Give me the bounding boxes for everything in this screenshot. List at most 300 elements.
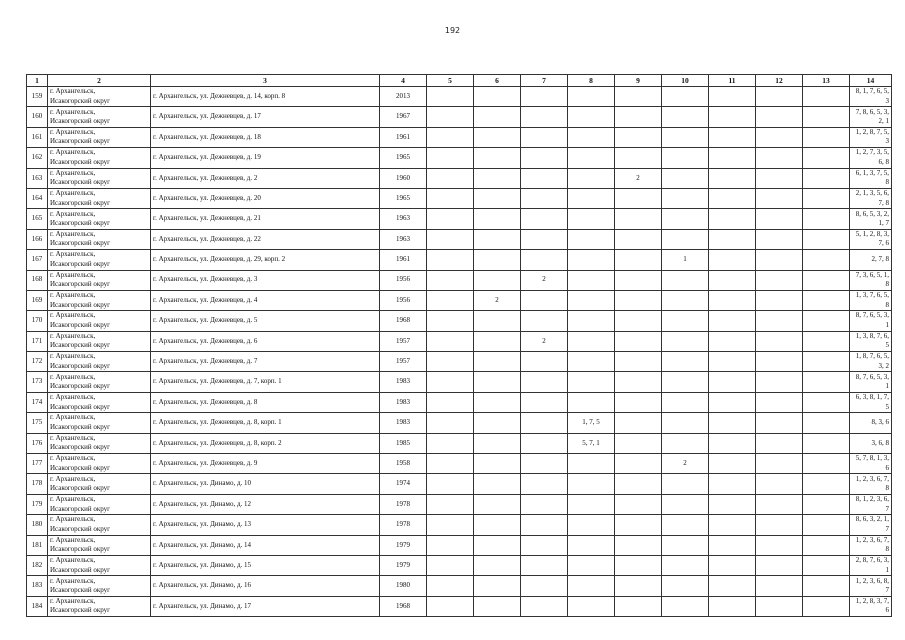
column-11-cell bbox=[709, 576, 756, 596]
address-cell: г. Архангельск, ул. Дежневцев, д. 3 bbox=[151, 270, 380, 290]
location-cell bbox=[48, 413, 151, 433]
column-10-cell bbox=[662, 209, 709, 229]
column-6-cell bbox=[474, 229, 521, 249]
column-5-cell bbox=[427, 515, 474, 535]
column-10-cell: 2 bbox=[662, 454, 709, 474]
column-12-cell bbox=[756, 576, 803, 596]
row-number-cell: 173 bbox=[27, 372, 48, 392]
location-line: г. Архангельск, bbox=[50, 535, 96, 544]
column-6-cell bbox=[474, 127, 521, 147]
column-5-cell bbox=[427, 555, 474, 575]
column-8-cell bbox=[568, 392, 615, 412]
row-number-cell: 167 bbox=[27, 250, 48, 270]
location-line: г. Архангельск, bbox=[50, 515, 96, 524]
codes-cell: 7, 3, 6, 5, 1, 8 bbox=[850, 270, 892, 290]
table-row bbox=[27, 87, 892, 107]
column-6-cell bbox=[474, 596, 521, 616]
row-number-cell: 181 bbox=[27, 535, 48, 555]
column-12-cell bbox=[756, 209, 803, 229]
table-row bbox=[27, 433, 892, 453]
column-13-cell bbox=[803, 555, 850, 575]
column-6-cell bbox=[474, 392, 521, 412]
column-13-cell bbox=[803, 372, 850, 392]
column-9-cell bbox=[615, 188, 662, 208]
codes-cell: 8, 6, 5, 3, 2, 1, 7 bbox=[850, 209, 892, 229]
address-cell: г. Архангельск, ул. Дежневцев, д. 8 bbox=[151, 392, 380, 412]
column-13-cell bbox=[803, 352, 850, 372]
column-10-cell bbox=[662, 188, 709, 208]
column-11-cell bbox=[709, 535, 756, 555]
column-10-cell bbox=[662, 87, 709, 107]
column-13-cell bbox=[803, 494, 850, 514]
location-cell bbox=[48, 229, 151, 249]
row-number-cell: 177 bbox=[27, 454, 48, 474]
column-10-cell bbox=[662, 270, 709, 290]
column-7-cell bbox=[521, 555, 568, 575]
column-5-cell bbox=[427, 270, 474, 290]
year-cell: 1979 bbox=[380, 535, 427, 555]
column-12-cell bbox=[756, 127, 803, 147]
codes-cell: 2, 7, 8 bbox=[850, 250, 892, 270]
table-row bbox=[27, 535, 892, 555]
column-13-cell bbox=[803, 535, 850, 555]
column-5-cell bbox=[427, 433, 474, 453]
row-number-cell: 159 bbox=[27, 87, 48, 107]
address-cell: г. Архангельск, ул. Дежневцев, д. 22 bbox=[151, 229, 380, 249]
location-line: г. Архангельск, bbox=[50, 127, 96, 136]
column-8-cell bbox=[568, 270, 615, 290]
column-6-cell bbox=[474, 474, 521, 494]
table-row bbox=[27, 555, 892, 575]
header-row bbox=[27, 75, 892, 87]
column-12-cell bbox=[756, 290, 803, 310]
column-13-cell bbox=[803, 515, 850, 535]
column-11-cell bbox=[709, 494, 756, 514]
column-5-cell bbox=[427, 596, 474, 616]
column-10-cell bbox=[662, 515, 709, 535]
column-13-cell bbox=[803, 576, 850, 596]
column-7-cell bbox=[521, 454, 568, 474]
column-7-cell bbox=[521, 87, 568, 107]
column-6-cell bbox=[474, 576, 521, 596]
address-cell: г. Архангельск, ул. Дежневцев, д. 5 bbox=[151, 311, 380, 331]
location-line: Исакогорский округ bbox=[50, 586, 111, 595]
column-11-cell bbox=[709, 433, 756, 453]
address-cell: г. Архангельск, ул. Динамо, д. 16 bbox=[151, 576, 380, 596]
column-13-cell bbox=[803, 250, 850, 270]
column-13-cell bbox=[803, 188, 850, 208]
year-cell: 1978 bbox=[380, 494, 427, 514]
column-10-cell bbox=[662, 107, 709, 127]
column-12-cell bbox=[756, 188, 803, 208]
row-number-cell: 166 bbox=[27, 229, 48, 249]
column-7-cell bbox=[521, 494, 568, 514]
codes-cell: 8, 7, 6, 5, 3, 1 bbox=[850, 372, 892, 392]
year-cell: 1978 bbox=[380, 515, 427, 535]
row-number-cell: 168 bbox=[27, 270, 48, 290]
column-8-cell bbox=[568, 331, 615, 351]
column-8-cell bbox=[568, 454, 615, 474]
column-11-cell bbox=[709, 87, 756, 107]
column-header-12: 12 bbox=[756, 75, 803, 87]
row-number-cell: 172 bbox=[27, 352, 48, 372]
year-cell: 1961 bbox=[380, 127, 427, 147]
column-header-11: 11 bbox=[709, 75, 756, 87]
column-11-cell bbox=[709, 413, 756, 433]
column-7-cell bbox=[521, 596, 568, 616]
column-8-cell bbox=[568, 188, 615, 208]
codes-cell: 1, 2, 7, 3, 5, 6, 8 bbox=[850, 148, 892, 168]
column-5-cell bbox=[427, 494, 474, 514]
column-header-5: 5 bbox=[427, 75, 474, 87]
column-12-cell bbox=[756, 515, 803, 535]
location-line: Исакогорский округ bbox=[50, 117, 111, 126]
address-cell: г. Архангельск, ул. Дежневцев, д. 8, корп. 2 bbox=[151, 433, 380, 453]
location-line: г. Архангельск, bbox=[50, 270, 96, 279]
column-11-cell bbox=[709, 209, 756, 229]
table-row bbox=[27, 515, 892, 535]
column-11-cell bbox=[709, 352, 756, 372]
column-5-cell bbox=[427, 474, 474, 494]
column-12-cell bbox=[756, 413, 803, 433]
column-9-cell bbox=[615, 311, 662, 331]
column-12-cell bbox=[756, 148, 803, 168]
location-line: Исакогорский округ bbox=[50, 361, 111, 370]
column-11-cell bbox=[709, 290, 756, 310]
location-line: Исакогорский округ bbox=[50, 463, 111, 472]
location-cell bbox=[48, 270, 151, 290]
location-line: г. Архангельск, bbox=[50, 433, 96, 442]
column-5-cell bbox=[427, 107, 474, 127]
column-5-cell bbox=[427, 331, 474, 351]
column-10-cell bbox=[662, 535, 709, 555]
location-line: г. Архангельск, bbox=[50, 209, 96, 218]
column-5-cell bbox=[427, 250, 474, 270]
column-9-cell bbox=[615, 290, 662, 310]
column-9-cell bbox=[615, 372, 662, 392]
column-12-cell bbox=[756, 229, 803, 249]
location-cell bbox=[48, 494, 151, 514]
column-10-cell bbox=[662, 576, 709, 596]
column-6-cell: 2 bbox=[474, 290, 521, 310]
location-cell bbox=[48, 209, 151, 229]
year-cell: 1963 bbox=[380, 209, 427, 229]
column-8-cell bbox=[568, 494, 615, 514]
column-10-cell bbox=[662, 392, 709, 412]
column-10-cell bbox=[662, 596, 709, 616]
location-line: г. Архангельск, bbox=[50, 474, 96, 483]
column-12-cell bbox=[756, 311, 803, 331]
column-9-cell bbox=[615, 148, 662, 168]
location-cell bbox=[48, 535, 151, 555]
column-11-cell bbox=[709, 229, 756, 249]
table-row bbox=[27, 372, 892, 392]
codes-cell: 8, 3, 6 bbox=[850, 413, 892, 433]
column-8-cell bbox=[568, 107, 615, 127]
address-cell: г. Архангельск, ул. Дежневцев, д. 9 bbox=[151, 454, 380, 474]
column-5-cell bbox=[427, 576, 474, 596]
column-8-cell: 1, 7, 5 bbox=[568, 413, 615, 433]
column-8-cell bbox=[568, 87, 615, 107]
column-8-cell bbox=[568, 148, 615, 168]
column-6-cell bbox=[474, 107, 521, 127]
location-cell bbox=[48, 331, 151, 351]
column-7-cell bbox=[521, 474, 568, 494]
address-cell: г. Архангельск, ул. Дежневцев, д. 18 bbox=[151, 127, 380, 147]
column-9-cell bbox=[615, 454, 662, 474]
column-10-cell bbox=[662, 331, 709, 351]
column-12-cell bbox=[756, 535, 803, 555]
table-row bbox=[27, 474, 892, 494]
codes-cell: 8, 1, 2, 3, 6, 7 bbox=[850, 494, 892, 514]
year-cell: 1956 bbox=[380, 290, 427, 310]
location-cell bbox=[48, 433, 151, 453]
column-8-cell bbox=[568, 596, 615, 616]
column-8-cell bbox=[568, 311, 615, 331]
column-9-cell bbox=[615, 270, 662, 290]
codes-cell: 5, 1, 2, 8, 3, 7, 6 bbox=[850, 229, 892, 249]
column-6-cell bbox=[474, 168, 521, 188]
location-line: г. Архангельск, bbox=[50, 576, 96, 585]
location-line: г. Архангельск, bbox=[50, 413, 96, 422]
column-6-cell bbox=[474, 311, 521, 331]
table-row bbox=[27, 311, 892, 331]
column-12-cell bbox=[756, 270, 803, 290]
address-cell: г. Архангельск, ул. Динамо, д. 15 bbox=[151, 555, 380, 575]
table-row bbox=[27, 250, 892, 270]
row-number-cell: 179 bbox=[27, 494, 48, 514]
column-6-cell bbox=[474, 148, 521, 168]
row-number-cell: 184 bbox=[27, 596, 48, 616]
table-row bbox=[27, 229, 892, 249]
year-cell: 1980 bbox=[380, 576, 427, 596]
column-8-cell bbox=[568, 168, 615, 188]
location-line: г. Архангельск, bbox=[50, 189, 96, 198]
column-13-cell bbox=[803, 454, 850, 474]
row-number-cell: 170 bbox=[27, 311, 48, 331]
column-5-cell bbox=[427, 87, 474, 107]
address-cell: г. Архангельск, ул. Динамо, д. 13 bbox=[151, 515, 380, 535]
column-9-cell bbox=[615, 433, 662, 453]
year-cell: 1983 bbox=[380, 413, 427, 433]
column-6-cell bbox=[474, 535, 521, 555]
location-cell bbox=[48, 168, 151, 188]
address-cell: г. Архангельск, ул. Дежневцев, д. 8, корп. 1 bbox=[151, 413, 380, 433]
location-line: г. Архангельск, bbox=[50, 393, 96, 402]
column-10-cell: 1 bbox=[662, 250, 709, 270]
codes-cell: 6, 3, 8, 1, 7, 5 bbox=[850, 392, 892, 412]
table-row bbox=[27, 596, 892, 616]
column-11-cell bbox=[709, 474, 756, 494]
column-11-cell bbox=[709, 392, 756, 412]
column-6-cell bbox=[474, 352, 521, 372]
location-cell bbox=[48, 515, 151, 535]
column-6-cell bbox=[474, 270, 521, 290]
column-8-cell bbox=[568, 535, 615, 555]
column-header-8: 8 bbox=[568, 75, 615, 87]
location-line: г. Архангельск, bbox=[50, 454, 96, 463]
location-line: Исакогорский округ bbox=[50, 565, 111, 574]
column-11-cell bbox=[709, 454, 756, 474]
row-number-cell: 169 bbox=[27, 290, 48, 310]
year-cell: 1957 bbox=[380, 331, 427, 351]
column-9-cell bbox=[615, 596, 662, 616]
column-11-cell bbox=[709, 168, 756, 188]
codes-cell: 1, 3, 8, 7, 6, 5 bbox=[850, 331, 892, 351]
column-9-cell bbox=[615, 535, 662, 555]
location-line: Исакогорский округ bbox=[50, 443, 111, 452]
column-10-cell bbox=[662, 168, 709, 188]
column-10-cell bbox=[662, 413, 709, 433]
column-9-cell bbox=[615, 474, 662, 494]
column-10-cell bbox=[662, 290, 709, 310]
location-line: г. Архангельск, bbox=[50, 331, 96, 340]
column-9-cell bbox=[615, 107, 662, 127]
year-cell: 1963 bbox=[380, 229, 427, 249]
column-5-cell bbox=[427, 229, 474, 249]
address-cell: г. Архангельск, ул. Дежневцев, д. 2 bbox=[151, 168, 380, 188]
location-line: Исакогорский округ bbox=[50, 280, 111, 289]
column-10-cell bbox=[662, 127, 709, 147]
column-13-cell bbox=[803, 148, 850, 168]
codes-cell: 3, 6, 8 bbox=[850, 433, 892, 453]
year-cell: 1965 bbox=[380, 188, 427, 208]
column-8-cell bbox=[568, 209, 615, 229]
table-row bbox=[27, 290, 892, 310]
column-13-cell bbox=[803, 433, 850, 453]
column-9-cell bbox=[615, 331, 662, 351]
column-13-cell bbox=[803, 413, 850, 433]
location-line: Исакогорский округ bbox=[50, 402, 111, 411]
column-11-cell bbox=[709, 331, 756, 351]
table-row bbox=[27, 209, 892, 229]
row-number-cell: 176 bbox=[27, 433, 48, 453]
column-13-cell bbox=[803, 311, 850, 331]
location-line: Исакогорский округ bbox=[50, 545, 111, 554]
location-cell bbox=[48, 290, 151, 310]
column-5-cell bbox=[427, 413, 474, 433]
column-7-cell bbox=[521, 209, 568, 229]
column-9-cell bbox=[615, 494, 662, 514]
column-12-cell bbox=[756, 596, 803, 616]
row-number-cell: 183 bbox=[27, 576, 48, 596]
housing-register-table bbox=[26, 74, 892, 617]
column-6-cell bbox=[474, 413, 521, 433]
column-11-cell bbox=[709, 107, 756, 127]
location-line: г. Архангельск, bbox=[50, 372, 96, 381]
column-7-cell bbox=[521, 250, 568, 270]
location-line: г. Архангельск, bbox=[50, 352, 96, 361]
column-header-3: 3 bbox=[151, 75, 380, 87]
column-9-cell bbox=[615, 352, 662, 372]
column-13-cell bbox=[803, 331, 850, 351]
location-line: Исакогорский округ bbox=[50, 382, 111, 391]
location-cell bbox=[48, 127, 151, 147]
column-12-cell bbox=[756, 168, 803, 188]
location-cell bbox=[48, 392, 151, 412]
column-7-cell bbox=[521, 127, 568, 147]
column-11-cell bbox=[709, 372, 756, 392]
column-6-cell bbox=[474, 372, 521, 392]
address-cell: г. Архангельск, ул. Дежневцев, д. 6 bbox=[151, 331, 380, 351]
table-header bbox=[27, 75, 892, 87]
column-10-cell bbox=[662, 433, 709, 453]
location-cell bbox=[48, 454, 151, 474]
row-number-cell: 165 bbox=[27, 209, 48, 229]
column-6-cell bbox=[474, 433, 521, 453]
year-cell: 1967 bbox=[380, 107, 427, 127]
column-header-13: 13 bbox=[803, 75, 850, 87]
column-7-cell bbox=[521, 413, 568, 433]
year-cell: 1968 bbox=[380, 311, 427, 331]
codes-cell: 2, 8, 7, 6, 3, 1 bbox=[850, 555, 892, 575]
column-7-cell bbox=[521, 352, 568, 372]
table-row bbox=[27, 352, 892, 372]
column-13-cell bbox=[803, 474, 850, 494]
column-8-cell bbox=[568, 250, 615, 270]
column-5-cell bbox=[427, 372, 474, 392]
location-line: г. Архангельск, bbox=[50, 250, 96, 259]
column-12-cell bbox=[756, 352, 803, 372]
column-7-cell bbox=[521, 311, 568, 331]
column-5-cell bbox=[427, 148, 474, 168]
location-line: Исакогорский округ bbox=[50, 137, 111, 146]
column-10-cell bbox=[662, 494, 709, 514]
column-11-cell bbox=[709, 596, 756, 616]
row-number-cell: 164 bbox=[27, 188, 48, 208]
column-9-cell bbox=[615, 413, 662, 433]
column-header-1: 1 bbox=[27, 75, 48, 87]
column-12-cell bbox=[756, 474, 803, 494]
column-7-cell bbox=[521, 515, 568, 535]
column-11-cell bbox=[709, 250, 756, 270]
column-12-cell bbox=[756, 250, 803, 270]
column-10-cell bbox=[662, 474, 709, 494]
address-cell: г. Архангельск, ул. Дежневцев, д. 7 bbox=[151, 352, 380, 372]
column-6-cell bbox=[474, 515, 521, 535]
column-header-7: 7 bbox=[521, 75, 568, 87]
column-6-cell bbox=[474, 209, 521, 229]
column-12-cell bbox=[756, 433, 803, 453]
location-line: г. Архангельск, bbox=[50, 495, 96, 503]
column-8-cell bbox=[568, 555, 615, 575]
column-8-cell bbox=[568, 474, 615, 494]
column-9-cell bbox=[615, 229, 662, 249]
year-cell: 1985 bbox=[380, 433, 427, 453]
column-10-cell bbox=[662, 148, 709, 168]
column-9-cell bbox=[615, 127, 662, 147]
row-number-cell: 182 bbox=[27, 555, 48, 575]
year-cell: 1979 bbox=[380, 555, 427, 575]
location-line: г. Архангельск, bbox=[50, 87, 96, 96]
column-13-cell bbox=[803, 127, 850, 147]
column-8-cell bbox=[568, 372, 615, 392]
column-8-cell bbox=[568, 229, 615, 249]
column-7-cell bbox=[521, 372, 568, 392]
column-8-cell bbox=[568, 127, 615, 147]
column-11-cell bbox=[709, 555, 756, 575]
location-line: Исакогорский округ bbox=[50, 300, 111, 309]
location-line: Исакогорский округ bbox=[50, 606, 111, 615]
column-8-cell bbox=[568, 515, 615, 535]
column-13-cell bbox=[803, 270, 850, 290]
column-6-cell bbox=[474, 188, 521, 208]
column-6-cell bbox=[474, 494, 521, 514]
column-11-cell bbox=[709, 311, 756, 331]
location-line: Исакогорский округ bbox=[50, 484, 111, 493]
year-cell: 1957 bbox=[380, 352, 427, 372]
column-header-6: 6 bbox=[474, 75, 521, 87]
